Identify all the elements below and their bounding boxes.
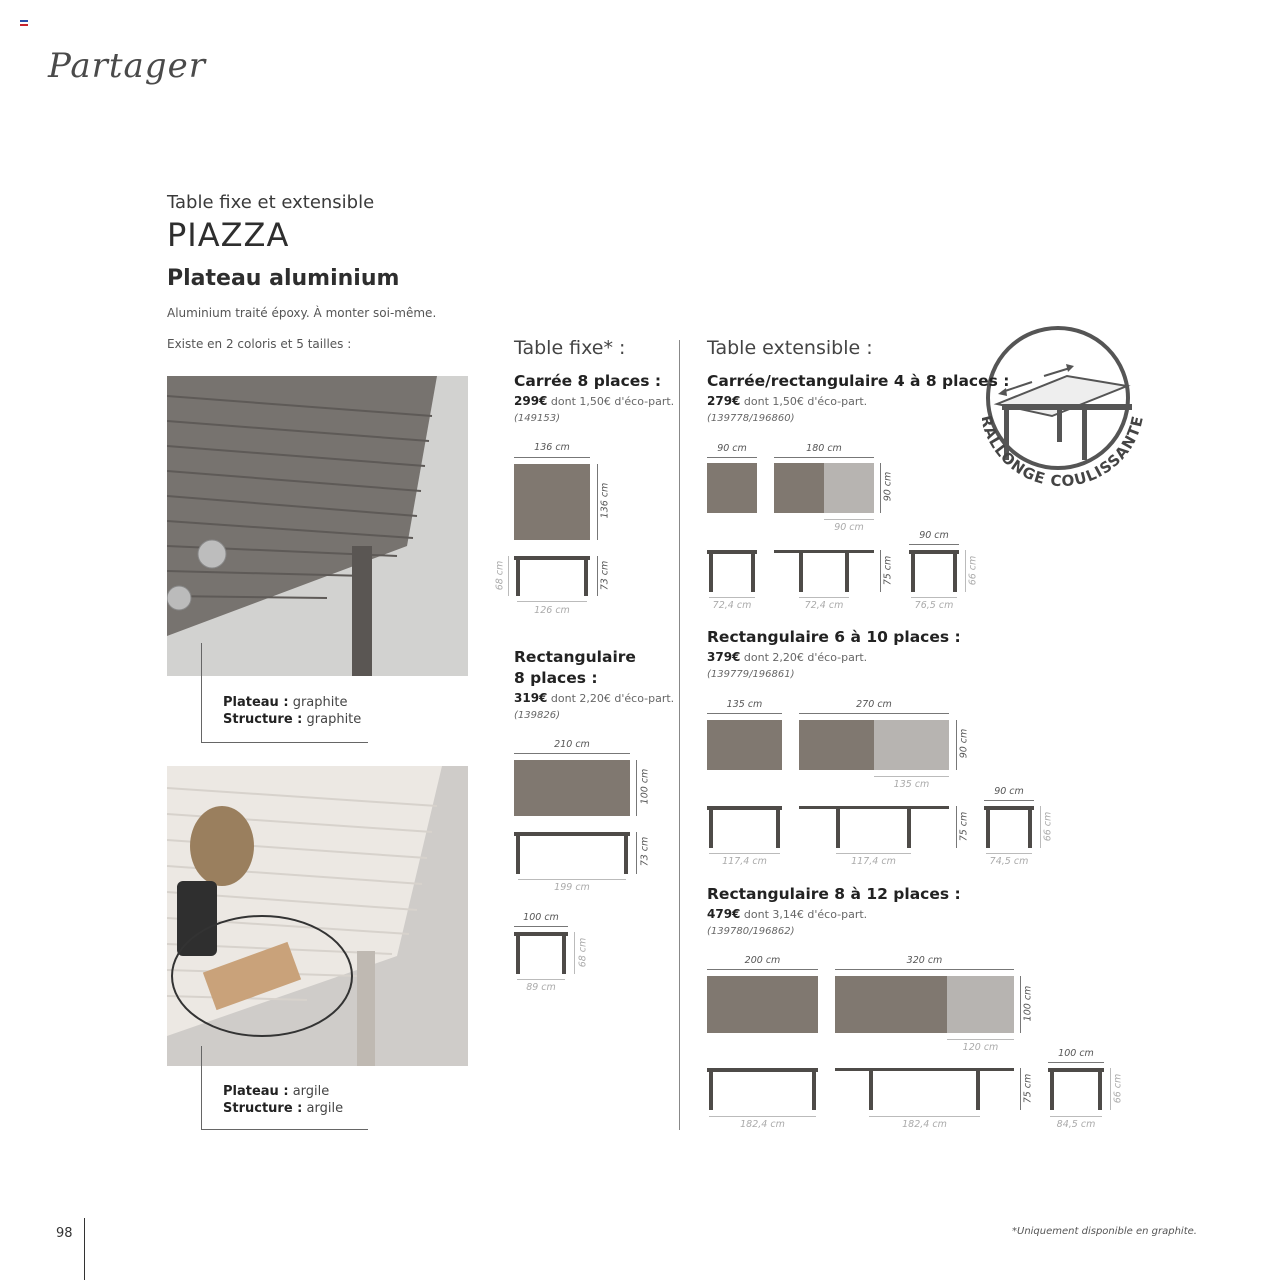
sliding-extension-badge (982, 326, 1148, 496)
product-name: PIAZZA (167, 216, 290, 254)
dim-label: 90 cm (882, 471, 894, 502)
material-title: Plateau aluminium (167, 266, 400, 291)
table-side-diagram (707, 1068, 818, 1110)
ext-item-1-price: 279€ dont 1,50€ d'éco-part. (707, 394, 868, 408)
dim-rule (799, 597, 849, 598)
dim-rule (1110, 1068, 1111, 1110)
dim-label: 72,4 cm (712, 600, 752, 611)
dim-label: 100 cm (1022, 985, 1034, 1022)
table-extension-diagram (947, 976, 1014, 1033)
dim-label: 73 cm (639, 836, 651, 867)
dim-label: 72,4 cm (804, 600, 844, 611)
badge-text: ALLONGE COULISSANTE (982, 413, 1148, 491)
dim-label: 126 cm (534, 605, 570, 616)
dim-rule (1020, 1068, 1021, 1110)
dim-rule (514, 926, 568, 927)
fixed-square-title: Carrée 8 places : (514, 372, 662, 390)
caption-argile: Plateau : argile Structure : argile (223, 1084, 344, 1116)
dim-rule (636, 832, 637, 874)
dim-label: 68 cm (577, 937, 589, 968)
dim-label: 66 cm (1042, 811, 1054, 842)
fixed-rect-ref: (139826) (514, 710, 560, 721)
table-top-open-diagram (799, 720, 874, 770)
dim-rule (518, 879, 626, 880)
dim-label: 76,5 cm (914, 600, 954, 611)
ext-item-2-ref: (139779/196861) (707, 669, 795, 680)
table-side-extended-diagram (774, 550, 874, 592)
dim-label: 200 cm (744, 955, 781, 966)
dim-rule (956, 806, 957, 848)
page-number-rule (84, 1218, 85, 1280)
dim-label: 100 cm (523, 912, 559, 923)
table-top-closed-diagram (707, 463, 757, 513)
dim-label: 90 cm (994, 786, 1024, 797)
table-top-open-diagram (835, 976, 947, 1033)
product-subtitle: Table fixe et extensible (167, 192, 375, 213)
dim-rule (880, 463, 881, 513)
dim-label: 90 cm (717, 443, 747, 454)
dim-rule (956, 720, 957, 770)
dim-rule (869, 1116, 980, 1117)
ext-item-3-title: Rectangulaire 8 à 12 places : (707, 885, 961, 903)
fixed-rect-title-line1: Rectangulaire (514, 648, 636, 666)
dim-label: 66 cm (967, 555, 979, 586)
caption-leader-line (201, 643, 202, 743)
dim-label: 117,4 cm (722, 856, 767, 867)
dim-rule (574, 932, 575, 974)
fixed-square-price: 299€ dont 1,50€ d'éco-part. (514, 394, 675, 408)
dim-rule (517, 979, 565, 980)
dim-label: 270 cm (856, 699, 892, 710)
dim-rule (880, 550, 881, 592)
dim-label: 136 cm (534, 442, 570, 453)
dim-label: 136 cm (599, 482, 611, 519)
dim-rule (514, 753, 630, 754)
table-end-diagram (1048, 1068, 1104, 1110)
dim-label: 68 cm (494, 560, 506, 591)
table-top-diagram (514, 464, 590, 540)
caption-graphite: Plateau : graphite Structure : graphite (223, 695, 362, 727)
column-divider (679, 340, 680, 1130)
product-variants: Existe en 2 coloris et 5 tailles : (167, 337, 352, 351)
dim-label: 135 cm (893, 779, 930, 790)
table-top-open-diagram (774, 463, 824, 513)
dim-label: 100 cm (639, 768, 651, 805)
dim-label: 84,5 cm (1056, 1119, 1096, 1130)
dim-label: 320 cm (906, 955, 943, 966)
extensible-table-heading: Table extensible : (707, 337, 873, 359)
dim-rule (835, 969, 1014, 970)
ext-item-3-price: 479€ dont 3,14€ d'éco-part. (707, 907, 868, 921)
dim-label: 135 cm (726, 699, 763, 710)
ext-item-1-title: Carrée/rectangulaire 4 à 8 places : (707, 372, 1010, 390)
dim-rule (1050, 1116, 1102, 1117)
table-extension-diagram (874, 720, 949, 770)
table-side-extended-diagram (835, 1068, 1014, 1110)
table-end-diagram (909, 550, 959, 592)
dim-label: 90 cm (919, 530, 949, 541)
dim-label: 75 cm (1022, 1073, 1034, 1104)
dim-label: 89 cm (526, 982, 556, 993)
dim-rule (1048, 1062, 1104, 1063)
table-side-diagram (707, 806, 782, 848)
dim-label: 182,4 cm (902, 1119, 947, 1130)
section-title: Partager (48, 46, 206, 86)
dim-rule (707, 457, 757, 458)
dim-rule (1020, 976, 1021, 1033)
dim-rule (986, 853, 1032, 854)
dim-rule (874, 776, 949, 777)
dim-label: 90 cm (834, 522, 864, 533)
footnote: *Uniquement disponible en graphite. (1012, 1226, 1197, 1237)
dim-label: 117,4 cm (851, 856, 896, 867)
dim-rule (836, 853, 911, 854)
dim-label: 90 cm (958, 728, 970, 759)
dim-rule (1040, 806, 1041, 848)
dim-rule (984, 800, 1034, 801)
dim-rule (799, 713, 949, 714)
dim-rule (508, 556, 509, 596)
dim-rule (597, 556, 598, 596)
caption-underline (201, 1129, 368, 1130)
dim-rule (965, 550, 966, 592)
fixed-square-ref: (149153) (514, 413, 560, 424)
table-top-closed-diagram (707, 976, 818, 1033)
ext-item-1-ref: (139778/196860) (707, 413, 795, 424)
ext-item-2-title: Rectangulaire 6 à 10 places : (707, 628, 961, 646)
dim-rule (911, 597, 957, 598)
fixed-rect-price: 319€ dont 2,20€ d'éco-part. (514, 691, 675, 705)
table-end-diagram (514, 932, 568, 974)
language-flag-icon (20, 20, 28, 26)
dim-rule (707, 713, 782, 714)
dim-label: 73 cm (599, 560, 611, 591)
table-extension-diagram (824, 463, 874, 513)
dim-rule (636, 760, 637, 816)
product-description: Aluminium traité époxy. À monter soi-même. (167, 306, 437, 320)
dim-label: 100 cm (1058, 1048, 1094, 1059)
caption-leader-line (201, 1046, 202, 1130)
dim-label: 120 cm (962, 1042, 999, 1053)
fixed-table-heading: Table fixe* : (514, 337, 626, 359)
table-side-diagram (514, 556, 590, 596)
dim-rule (824, 519, 874, 520)
table-side-diagram (707, 550, 757, 592)
caption-underline (201, 742, 368, 743)
dim-rule (517, 601, 587, 602)
dim-label: 75 cm (958, 811, 970, 842)
ext-item-3-ref: (139780/196862) (707, 926, 795, 937)
dim-label: 210 cm (554, 739, 590, 750)
dim-rule (707, 969, 818, 970)
fixed-rect-title-line2: 8 places : (514, 669, 598, 687)
table-top-diagram (514, 760, 630, 816)
ext-item-2-price: 379€ dont 2,20€ d'éco-part. (707, 650, 868, 664)
dim-rule (709, 1116, 816, 1117)
photo-graphite-table (167, 376, 468, 676)
photo-argile-table (167, 766, 468, 1066)
dim-label: 180 cm (806, 443, 842, 454)
dim-rule (774, 457, 874, 458)
dim-rule (947, 1039, 1014, 1040)
page-number: 98 (56, 1226, 73, 1241)
dim-rule (909, 544, 959, 545)
dim-rule (597, 464, 598, 540)
table-top-closed-diagram (707, 720, 782, 770)
table-side-diagram (514, 832, 630, 874)
dim-label: 182,4 cm (740, 1119, 785, 1130)
dim-rule (709, 597, 755, 598)
dim-rule (514, 457, 590, 458)
table-end-diagram (984, 806, 1034, 848)
dim-label: 199 cm (554, 882, 590, 893)
dim-label: 74,5 cm (989, 856, 1029, 867)
dim-rule (709, 853, 780, 854)
dim-label: 75 cm (882, 555, 894, 586)
table-side-extended-diagram (799, 806, 949, 848)
dim-label: 66 cm (1112, 1073, 1124, 1104)
